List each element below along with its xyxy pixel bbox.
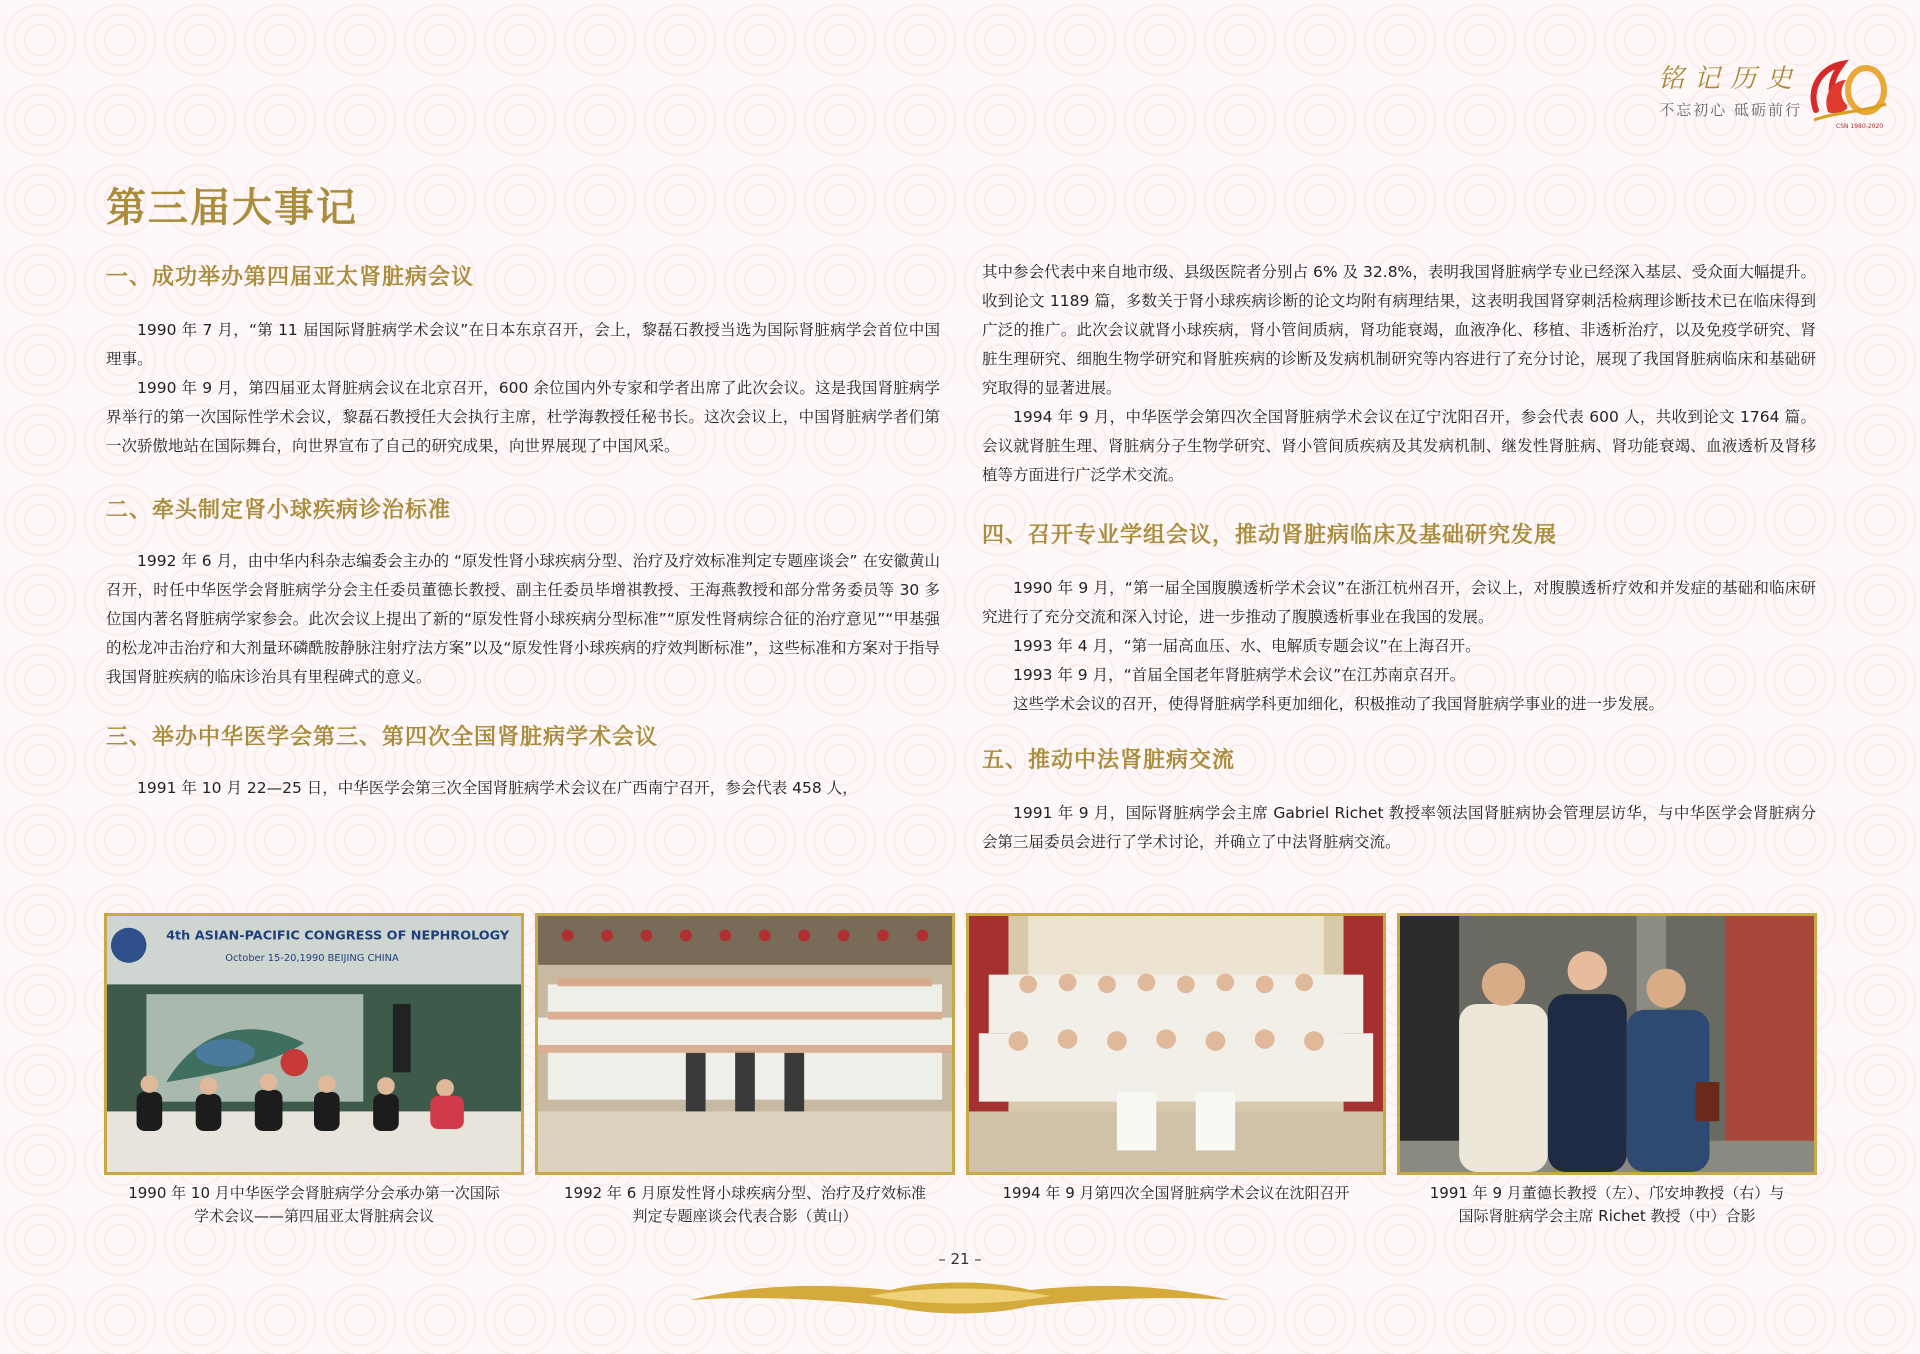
- right-column: [982, 258, 1816, 857]
- caption-1-line-2: 学术会议——第四届亚太肾脏病会议: [193, 1207, 434, 1225]
- section-heading-2: 二、牵头制定肾小球疾病诊治标准: [106, 498, 452, 523]
- section-1-paragraph-1: 1990 年 7 月，“第 11 届国际肾脏病学术会议”在日本东京召开，会上，黎磊石教授当选为国际肾脏病学会首位中国理事。: [106, 321, 940, 368]
- section-heading-4: 四、召开专业学组会议，推动肾脏病临床及基础研究发展: [982, 523, 1558, 548]
- section-4-paragraph-2: 1993 年 4 月，“第一届高血压、水、电解质专题会议”在上海召开。: [1013, 637, 1481, 655]
- photo-huangshan-group: [535, 913, 955, 1175]
- section-heading-1: 一、成功举办第四届亚太肾脏病会议: [106, 265, 475, 290]
- caption-2-line-2: 判定专题座谈会代表合影（黄山）: [632, 1207, 858, 1225]
- section-4-paragraph-4: 这些学术会议的召开，使得肾脏病学科更加细化，积极推动了我国肾脏病学事业的进一步发展。: [1013, 695, 1665, 713]
- section-1-paragraph-2: 1990 年 9 月，第四届亚太肾脏病会议在北京召开，600 余位国内外专家和学者出席了此次会议。这是我国肾脏病学界举行的第一次国际性学术会议，黎磊石教授任大会执行主席，杜学海教授任秘书长。这次会议上，中国肾脏病学者们第一次骄傲地站在国际舞台，向世界宣布了自己的研究成果，向世界展现了中国风采。: [106, 379, 940, 455]
- caption-photo-4: [1397, 1182, 1817, 1228]
- caption-1-line-1: 1990 年 10 月中华医学会肾脏病学分会承办第一次国际: [128, 1184, 500, 1202]
- photo-asian-pacific-congress: [104, 913, 524, 1175]
- brand-subtitle: 不忘初心 砥砺前行: [1659, 101, 1802, 119]
- banner-title: 4th ASIAN-PACIFIC CONGRESS OF NEPHROLOGY: [166, 928, 510, 944]
- caption-photo-2: [535, 1182, 955, 1228]
- caption-4-line-1: 1991 年 9 月董德长教授（左）、邝安坤教授（右）与: [1429, 1184, 1785, 1202]
- brand-title: 铭记历史: [1657, 64, 1802, 94]
- page-title: 第三届大事记: [106, 184, 358, 231]
- photo-shenyang-meeting: [966, 913, 1386, 1175]
- section-3-continuation: 其中参会代表中来自地市级、县级医院者分别占 6% 及 32.8%，表明我国肾脏病学专业已经深入基层、受众面大幅提升。收到论文 1189 篇，多数关于肾小球疾病诊断的论文均附有病理结果，这表明我国肾穿刺活检病理诊断技术已在临床得到广泛的推广。此次会议就肾小球疾病，肾小管间质病，肾功能衰竭，血液净化、移植、非透析治疗，以及免疫学研究、肾脏生理研究、细胞生物学研究和肾脏疾病的诊断及发病机制研究等内容进行了充分讨论，展现了我国肾脏病临床和基础研究取得的显著进展。: [982, 263, 1816, 397]
- caption-2-line-1: 1992 年 6 月原发性肾小球疾病分型、治疗及疗效标准: [563, 1184, 927, 1202]
- caption-photo-3: [966, 1182, 1386, 1205]
- section-heading-3: 三、举办中华医学会第三、第四次全国肾脏病学术会议: [106, 725, 659, 750]
- caption-photo-1: [104, 1182, 524, 1228]
- gold-ribbon-ornament-icon: [690, 1276, 1230, 1316]
- section-5-paragraph-1: 1991 年 9 月，国际肾脏病学会主席 Gabriel Richet 教授率领法国肾脏病协会管理层访华，与中华医学会肾脏病分会第三届委员会进行了学术讨论，并确立了中法肾脏病交流。: [982, 804, 1816, 851]
- section-4-paragraph-1: 1990 年 9 月，“第一届全国腹膜透析学术会议”在浙江杭州召开，会议上，对腹膜透析疗效和并发症的基础和临床研究进行了充分交流和深入讨论，进一步推动了腹膜透析事业在我国的发展。: [982, 579, 1816, 626]
- page-number: – 21 –: [938, 1250, 982, 1268]
- logo-label: CSN 1980-2020: [1836, 123, 1884, 130]
- left-column: [106, 262, 940, 803]
- section-heading-5: 五、推动中法肾脏病交流: [982, 748, 1236, 773]
- section-3-paragraph-1: 1991 年 10 月 22—25 日，中华医学会第三次全国肾脏病学术会议在广西南宁召开，参会代表 458 人，: [137, 779, 858, 797]
- photo-richet-visit: [1397, 913, 1817, 1175]
- section-3-paragraph-2: 1994 年 9 月，中华医学会第四次全国肾脏病学术会议在辽宁沈阳召开，参会代表 600 人，共收到论文 1764 篇。会议就肾脏生理、肾脏病分子生物学研究、肾小管间质疾病及其发病机制、继发性肾脏病、肾功能衰竭、血液透析及肾移植等方面进行广泛学术交流。: [982, 408, 1816, 484]
- anniversary-logo-icon: [1806, 50, 1890, 130]
- brand-block: [1658, 58, 1802, 120]
- caption-3-line-1: 1994 年 9 月第四次全国肾脏病学术会议在沈阳召开: [1002, 1184, 1350, 1202]
- caption-4-line-2: 国际肾脏病学会主席 Richet 教授（中）合影: [1458, 1207, 1756, 1225]
- section-4-paragraph-3: 1993 年 9 月，“首届全国老年肾脏病学术会议”在江苏南京召开。: [1013, 666, 1466, 684]
- section-2-paragraph-1: 1992 年 6 月，由中华内科杂志编委会主办的 “原发性肾小球疾病分型、治疗及疗效标准判定专题座谈会” 在安徽黄山召开，时任中华医学会肾脏病学分会主任委员董德长教授、副主任委员毕增祺教授、王海燕教授和部分常务委员等 30 多位国内著名肾脏病学家参会。此次会议上提出了新的“原发性肾小球疾病分型标准”“原发性肾病综合征的治疗意见”“甲基强的松龙冲击治疗和大剂量环磷酰胺静脉注射疗法方案”以及“原发性肾小球疾病的疗效判断标准”，这些标准和方案对于指导我国肾脏疾病的临床诊治具有里程碑式的意义。: [106, 552, 941, 686]
- banner-date: October 15-20,1990 BEIJING CHINA: [225, 952, 399, 964]
